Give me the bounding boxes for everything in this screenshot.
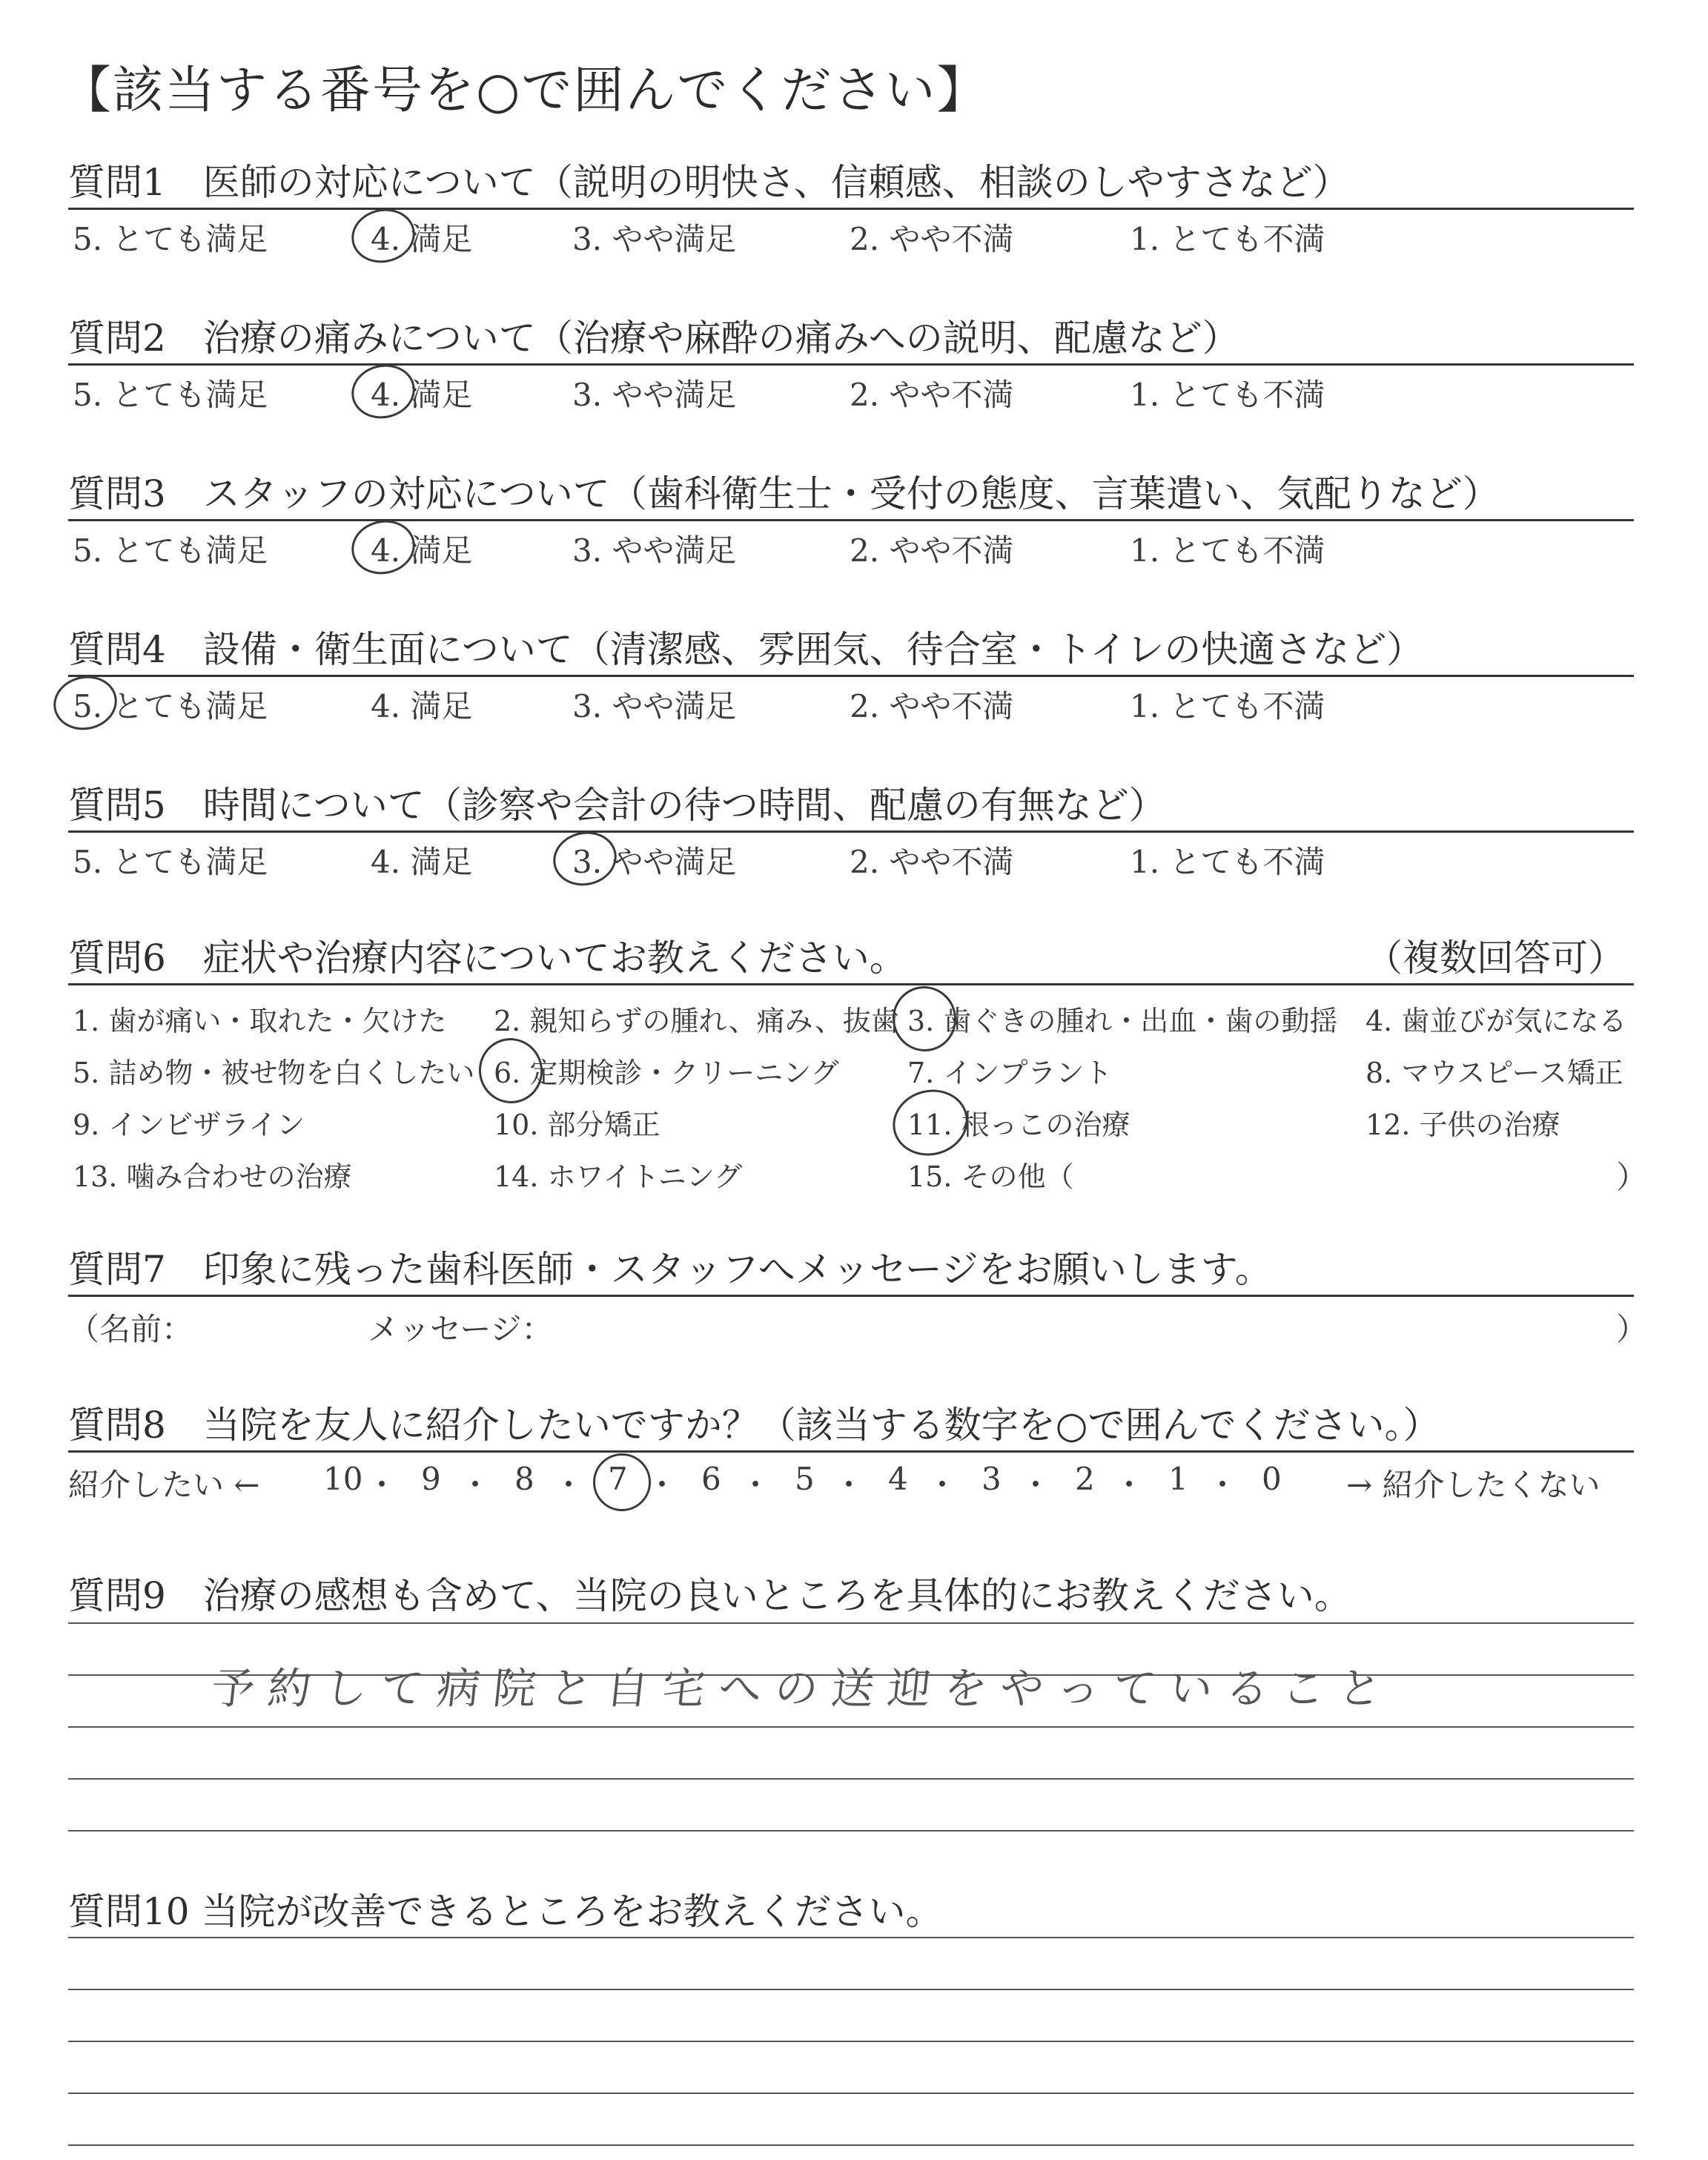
scale-separator: ・ bbox=[460, 1467, 491, 1503]
scale-value[interactable]: 1 bbox=[1168, 1461, 1188, 1497]
recommend-left-label: 紹介したい ← bbox=[68, 1467, 260, 1503]
question-3-rule bbox=[68, 519, 1634, 521]
question-5-rule bbox=[68, 830, 1634, 833]
answer-line bbox=[68, 1830, 1634, 1832]
scale-separator: ・ bbox=[1113, 1467, 1145, 1503]
symptom-option[interactable]: 15. その他（ bbox=[907, 1160, 1074, 1193]
question-7-rule bbox=[68, 1295, 1634, 1297]
question-2-title: 質問2 治療の痛みについて（治療や麻酔の痛みへの説明、配慮など） bbox=[68, 317, 1239, 360]
scale-value[interactable]: 8 bbox=[514, 1461, 534, 1497]
rating-option[interactable]: 2. やや不満 bbox=[850, 221, 1014, 257]
rating-option[interactable]: 1. とても不満 bbox=[1130, 844, 1325, 880]
recommend-right-label: → 紹介したくない bbox=[1346, 1467, 1601, 1503]
scale-value[interactable]: 7 bbox=[608, 1461, 628, 1497]
scale-value[interactable]: 9 bbox=[421, 1461, 441, 1497]
question-1-title: 質問1 医師の対応について（説明の明快さ、信頼感、相談のしやすさなど） bbox=[68, 161, 1350, 204]
scale-separator: ・ bbox=[646, 1467, 678, 1503]
form-header: 【該当する番号を○で囲んでください】 bbox=[61, 62, 989, 120]
question-7-title: 質問7 印象に残った歯科医師・スタッフへメッセージをお願いします。 bbox=[68, 1248, 1272, 1291]
rating-option[interactable]: 3. やや満足 bbox=[572, 532, 737, 569]
rating-option[interactable]: 4. 満足 bbox=[371, 377, 473, 413]
question-6-rule bbox=[68, 983, 1634, 985]
scale-value[interactable]: 0 bbox=[1262, 1461, 1282, 1497]
rating-option[interactable]: 5. とても満足 bbox=[73, 532, 268, 569]
rating-option[interactable]: 5. とても満足 bbox=[73, 844, 268, 880]
symptom-option[interactable]: 10. 部分矯正 bbox=[494, 1109, 661, 1141]
answer-line bbox=[68, 1778, 1634, 1780]
question-6-note: （複数回答可） bbox=[1366, 937, 1625, 980]
scale-value[interactable]: 3 bbox=[982, 1461, 1002, 1497]
question-9-handwritten-answer: 予約して病院と自宅への送迎をやっていること bbox=[208, 1663, 1398, 1714]
scale-separator: ・ bbox=[1020, 1467, 1052, 1503]
question-5-title: 質問5 時間について（診察や会計の待つ時間、配慮の有無など） bbox=[68, 784, 1166, 827]
rating-option[interactable]: 4. 満足 bbox=[371, 532, 473, 569]
rating-option[interactable]: 1. とても不満 bbox=[1130, 688, 1325, 724]
answer-line bbox=[68, 1989, 1634, 1990]
scale-value[interactable]: 10 bbox=[323, 1461, 363, 1497]
rating-option[interactable]: 4. 満足 bbox=[371, 221, 473, 257]
symptom-option[interactable]: 5. 詰め物・被せ物を白くしたい bbox=[73, 1057, 475, 1089]
rating-option[interactable]: 2. やや不満 bbox=[850, 688, 1014, 724]
selection-circle bbox=[593, 1453, 651, 1511]
answer-line bbox=[68, 1726, 1634, 1728]
question-8-rule bbox=[68, 1450, 1634, 1453]
question-2-rule bbox=[68, 363, 1634, 366]
scale-value[interactable]: 6 bbox=[701, 1461, 721, 1497]
scale-separator: ・ bbox=[366, 1467, 398, 1503]
rating-option[interactable]: 5. とても満足 bbox=[73, 221, 268, 257]
rating-option[interactable]: 4. 満足 bbox=[371, 844, 473, 880]
symptom-option[interactable]: 9. インビザライン bbox=[73, 1109, 305, 1141]
rating-option[interactable]: 1. とても不満 bbox=[1130, 532, 1325, 569]
symptom-option[interactable]: 4. 歯並びが気になる bbox=[1366, 1005, 1627, 1037]
selection-circle bbox=[886, 1082, 975, 1163]
symptom-option[interactable]: 6. 定期検診・クリーニング bbox=[494, 1057, 839, 1089]
question-10-title: 質問10 当院が改善できるところをお教えください。 bbox=[68, 1890, 943, 1933]
rating-option[interactable]: 3. やや満足 bbox=[572, 844, 737, 880]
question-4-title: 質問4 設備・衛生面について（清潔感、雰囲気、待合室・トイレの快適さなど） bbox=[68, 628, 1424, 671]
symptom-option[interactable]: 1. 歯が痛い・取れた・欠けた bbox=[73, 1005, 447, 1037]
scale-separator: ・ bbox=[927, 1467, 959, 1503]
scale-separator: ・ bbox=[553, 1467, 585, 1503]
symptom-option[interactable]: 7. インプラント bbox=[907, 1057, 1113, 1089]
question-3-title: 質問3 スタッフの対応について（歯科衛生士・受付の態度、言葉遣い、気配りなど） bbox=[68, 472, 1500, 515]
answer-line bbox=[68, 1622, 1634, 1624]
rating-option[interactable]: 5. とても満足 bbox=[73, 377, 268, 413]
symptom-option[interactable]: 14. ホワイトニング bbox=[494, 1160, 743, 1193]
symptom-option[interactable]: 12. 子供の治療 bbox=[1366, 1109, 1560, 1141]
question-8-title: 質問8 当院を友人に紹介したいですか？（該当する数字を○で囲んでください。） bbox=[68, 1404, 1440, 1447]
scale-separator: ・ bbox=[740, 1467, 772, 1503]
rating-option[interactable]: 3. やや満足 bbox=[572, 688, 737, 724]
message-close-paren: ） bbox=[1616, 1311, 1648, 1347]
answer-line bbox=[68, 2144, 1634, 2146]
rating-option[interactable]: 3. やや満足 bbox=[572, 221, 737, 257]
answer-line bbox=[68, 1937, 1634, 1938]
rating-option[interactable]: 3. やや満足 bbox=[572, 377, 737, 413]
scale-value[interactable]: 4 bbox=[888, 1461, 908, 1497]
answer-line bbox=[68, 2093, 1634, 2094]
selection-circle bbox=[472, 1031, 550, 1110]
question-9-title: 質問9 治療の感想も含めて、当院の良いところを具体的にお教えください。 bbox=[68, 1574, 1351, 1617]
other-close-paren: ） bbox=[1616, 1159, 1648, 1195]
symptom-option[interactable]: 8. マウスピース矯正 bbox=[1366, 1057, 1623, 1089]
rating-option[interactable]: 2. やや不満 bbox=[850, 377, 1014, 413]
scale-separator: ・ bbox=[1207, 1467, 1239, 1503]
symptom-option[interactable]: 13. 噛み合わせの治療 bbox=[73, 1160, 352, 1193]
symptom-option[interactable]: 2. 親知らずの腫れ、痛み、抜歯 bbox=[494, 1005, 899, 1037]
question-6-title: 質問6 症状や治療内容についてお教えください。 bbox=[68, 937, 907, 980]
answer-line bbox=[68, 2041, 1634, 2042]
rating-option[interactable]: 1. とても不満 bbox=[1130, 377, 1325, 413]
rating-option[interactable]: 1. とても不満 bbox=[1130, 221, 1325, 257]
message-label: メッセージ： bbox=[368, 1311, 553, 1347]
question-1-rule bbox=[68, 208, 1634, 210]
symptom-option[interactable]: 11. 根っこの治療 bbox=[907, 1109, 1131, 1141]
rating-option[interactable]: 2. やや不満 bbox=[850, 532, 1014, 569]
rating-option[interactable]: 5. とても満足 bbox=[73, 688, 268, 724]
scale-separator: ・ bbox=[833, 1467, 865, 1503]
selection-circle bbox=[886, 980, 964, 1058]
rating-option[interactable]: 4. 満足 bbox=[371, 688, 473, 724]
rating-option[interactable]: 2. やや不満 bbox=[850, 844, 1014, 880]
scale-value[interactable]: 5 bbox=[795, 1461, 815, 1497]
scale-value[interactable]: 2 bbox=[1075, 1461, 1095, 1497]
name-label: （名前： bbox=[68, 1311, 193, 1347]
question-4-rule bbox=[68, 675, 1634, 677]
symptom-option[interactable]: 3. 歯ぐきの腫れ・出血・歯の動揺 bbox=[907, 1005, 1338, 1037]
